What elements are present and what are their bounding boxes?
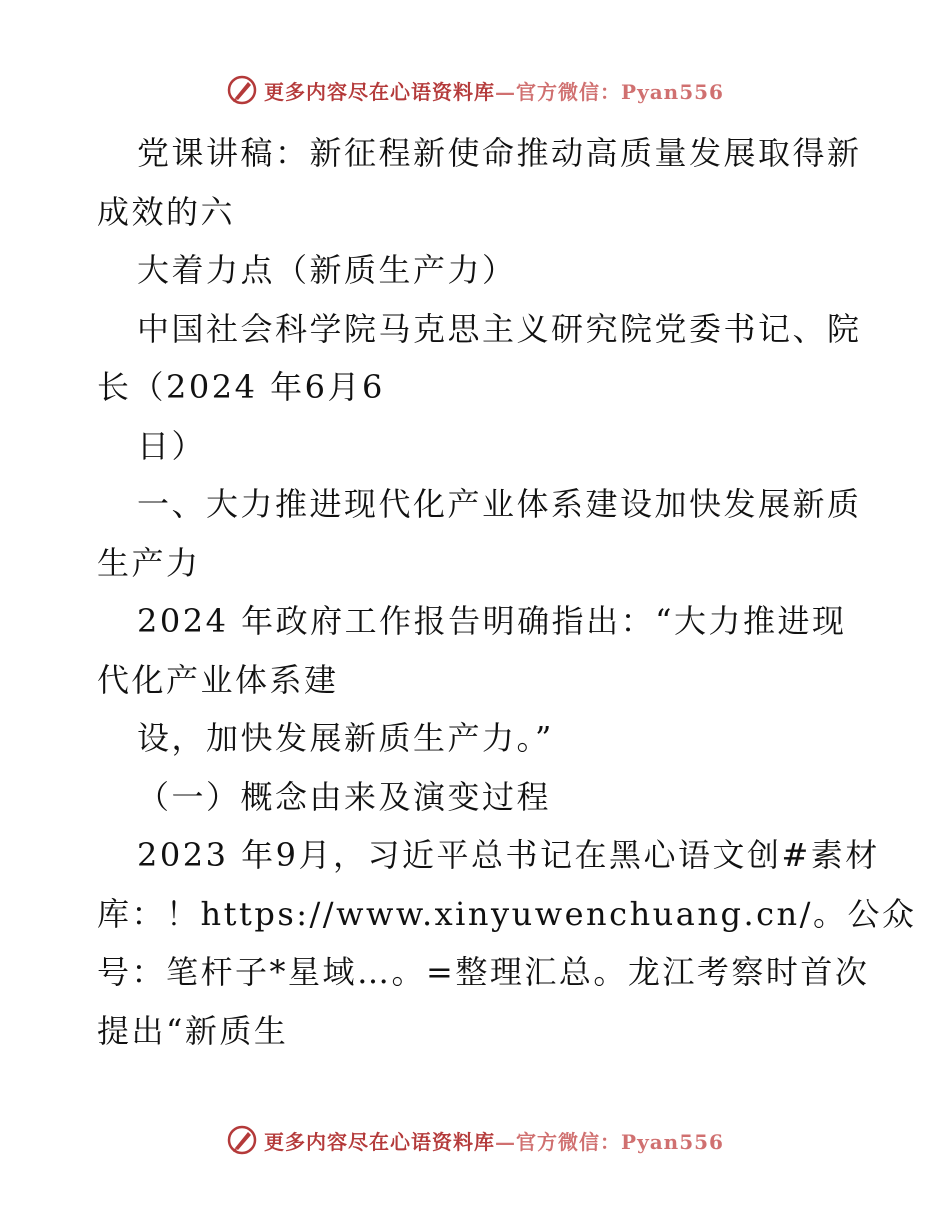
quill-pen-logo-icon <box>226 1124 258 1156</box>
watermark-id: Pyan556 <box>621 79 724 104</box>
document-body <box>97 124 917 1060</box>
text-line: 提出“新质生 <box>97 1011 289 1050</box>
text-line: 号：笔杆子*星域…。=整理汇总。龙江考察时首次 <box>97 953 870 991</box>
watermark-label: 官方微信： <box>516 79 622 104</box>
watermark-label: 官方微信： <box>516 1129 622 1154</box>
watermark-text <box>264 1126 724 1155</box>
text-line: 2024 年政府工作报告明确指出：“大力推进现 <box>137 602 847 640</box>
watermark-lead: 更多内容尽在心语资料库 <box>264 1129 496 1154</box>
footer-watermark <box>0 1120 950 1160</box>
text-line: 代化产业体系建 <box>97 660 339 699</box>
watermark-text <box>264 76 724 105</box>
header-watermark <box>0 70 950 110</box>
text-line: 生产力 <box>97 543 201 582</box>
text-line: （一）概念由来及演变过程 <box>137 777 552 816</box>
watermark-dash: — <box>495 1129 517 1154</box>
text-line: 一、大力推进现代化产业体系建设加快发展新质 <box>137 485 862 523</box>
document-text <box>97 124 917 1060</box>
watermark-dash: — <box>495 79 517 104</box>
text-line: 大着力点（新质生产力） <box>137 251 517 289</box>
text-line: 2023 年9月，习近平总书记在黑心语文创#素材 <box>137 836 880 874</box>
text-line: 库：！https://www.xinyuwenchuang.cn/。公众 <box>97 894 917 933</box>
watermark-id: Pyan556 <box>621 1129 724 1154</box>
watermark-lead: 更多内容尽在心语资料库 <box>264 79 496 104</box>
text-line: 成效的六 <box>97 192 236 231</box>
quill-pen-logo-icon <box>226 74 258 106</box>
text-line: 设，加快发展新质生产力。” <box>137 719 554 757</box>
text-line: 日） <box>137 426 207 465</box>
text-line: 中国社会科学院马克思主义研究院党委书记、院 <box>137 309 862 348</box>
text-line: 长（2024 年6月6 <box>97 368 385 406</box>
text-line: 党课讲稿：新征程新使命推动高质量发展取得新 <box>137 134 862 172</box>
